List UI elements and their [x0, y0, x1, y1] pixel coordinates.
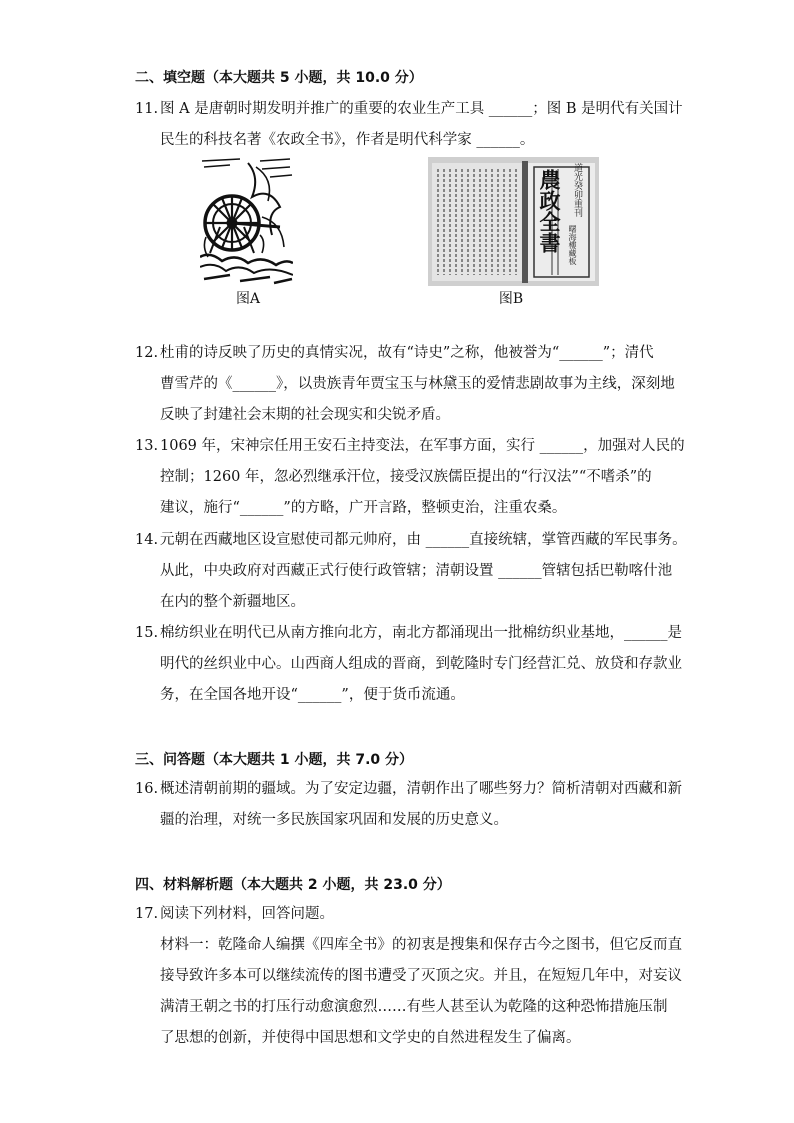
question-line: 在内的整个新疆地区。	[160, 594, 305, 610]
question-number: 13.	[135, 438, 159, 454]
question-line: 明代的丝织业中心。山西商人组成的晋商，到乾隆时专门经营汇兑、放贷和存款业	[160, 656, 682, 672]
book-cover-title: 農政全書	[537, 169, 562, 253]
question-14	[135, 525, 687, 618]
figure-b-book-image	[428, 157, 599, 286]
question-line: 图 A 是唐朝时期发明并推广的重要的农业生产工具 ______；图 B 是明代有关国计	[160, 101, 683, 117]
question-12	[135, 338, 675, 431]
question-number: 11.	[135, 101, 159, 117]
question-line: 务，在全国各地开设“______”，便于货币流通。	[160, 687, 465, 703]
figure-a-caption: 图A	[235, 291, 261, 307]
book-cover-side-text-2: 曙海樓藏板	[568, 225, 577, 265]
material-line: 接导致许多本可以继续流传的图书遭受了灭顶之灾。并且，在短短几年中，对妄议	[160, 968, 682, 984]
question-line: 控制；1260 年，忽必烈继承汗位，接受汉族儒臣提出的“行汉法”“不嗜杀”的	[160, 469, 652, 485]
figure-b-caption: 图B	[498, 291, 524, 307]
question-11	[135, 94, 683, 156]
question-15	[135, 618, 682, 711]
material-line: 了思想的创新，并使得中国思想和文学史的自然进程发生了偏离。	[160, 1030, 581, 1046]
question-13	[135, 431, 685, 524]
question-line: 元朝在西藏地区设宣慰使司都元帅府，由 ______直接统辖，掌管西藏的军民事务。	[160, 532, 687, 548]
question-line: 阅读下列材料，回答问题。	[160, 906, 334, 922]
material-line: 满清王朝之书的打压行动愈演愈烈……有些人甚至认为乾隆的这种恐怖措施压制	[160, 999, 668, 1015]
question-number: 14.	[135, 532, 159, 548]
question-line: 反映了封建社会末期的社会现实和尖锐矛盾。	[160, 407, 450, 423]
question-number: 15.	[135, 625, 159, 641]
question-line: 1069 年，宋神宗任用王安石主持变法，在军事方面，实行 ______，加强对人民的	[160, 438, 685, 454]
question-line: 疆的治理，对统一多民族国家巩固和发展的历史意义。	[160, 812, 508, 828]
material-line: 材料一：乾隆命人编撰《四库全书》的初衷是搜集和保存古今之图书，但它反而直	[160, 937, 682, 953]
question-line: 棉纺织业在明代已从南方推向北方，南北方都涌现出一批棉纺织业基地，______是	[160, 625, 682, 641]
question-17	[135, 899, 675, 930]
question-line: 概述清朝前期的疆域。为了安定边疆，清朝作出了哪些努力？简析清朝对西藏和新	[160, 781, 682, 797]
section-material-analysis-title: 四、材料解析题（本大题共 2 小题，共 23.0 分）	[135, 877, 451, 893]
question-line: 曹雪芹的《______》，以贵族青年贾宝玉与林黛玉的爱情悲剧故事为主线，深刻地	[160, 376, 675, 392]
question-number: 17.	[135, 906, 159, 922]
figure-a-waterwheel-image	[200, 157, 293, 286]
question-number: 12.	[135, 345, 159, 361]
question-16	[135, 774, 682, 836]
question-line: 从此，中央政府对西藏正式行使行政管辖；清朝设置 ______管辖包括巴勒喀什池	[160, 563, 673, 579]
section-fill-in-blank-title: 二、填空题（本大题共 5 小题，共 10.0 分）	[135, 70, 423, 86]
material-one	[160, 930, 680, 1054]
question-line: 民生的科技名著《农政全书》，作者是明代科学家 ______。	[160, 132, 535, 148]
section-qa-title: 三、问答题（本大题共 1 小题，共 7.0 分）	[135, 752, 414, 768]
question-line: 杜甫的诗反映了历史的真情实况，故有“诗史”之称，他被誉为“______”；清代	[160, 345, 654, 361]
book-cover-side-text: 道光癸卯重刊	[572, 163, 582, 217]
question-number: 16.	[135, 781, 159, 797]
question-line: 建议，施行“______”的方略，广开言路，整顿吏治，注重农桑。	[160, 500, 567, 516]
